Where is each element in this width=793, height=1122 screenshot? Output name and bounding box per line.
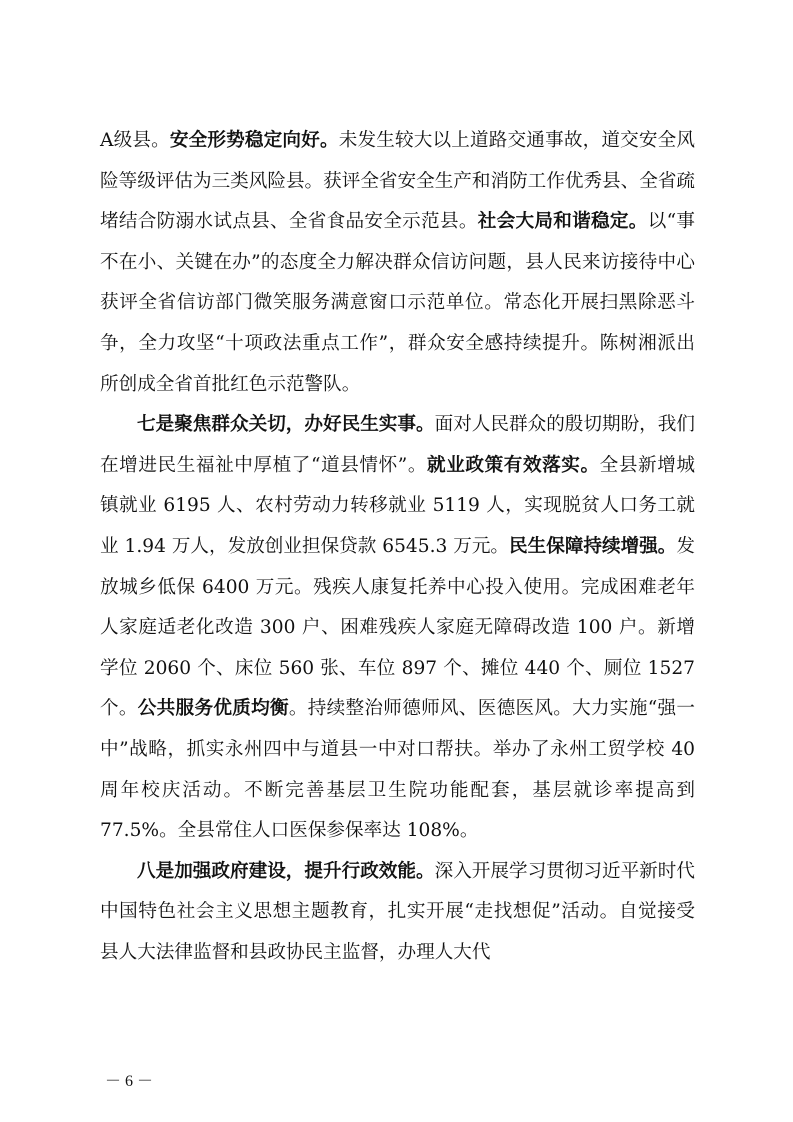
bold-heading-run: 社会大局和谐稳定。 xyxy=(477,211,648,233)
bold-heading-run: 七是聚焦群众关切，办好民生实事。 xyxy=(137,414,435,436)
text-run: 发放城乡低保 6400 万元。残疾人康复托养中心投入使用。完成困难老年人家庭适老化改造 300 户、困难残疾人家庭无障碍改造 100 户。新增学位 2060 个、床位 560 张、车位 897 个、摊位 440 个、厕位 1527 个。 xyxy=(100,535,695,720)
body-text xyxy=(100,121,695,973)
bold-heading-run: 公共服务优质均衡 xyxy=(137,698,289,720)
text-run: 深入开展学习贯彻习近平新时代中国特色社会主义思想主题教育，扎实开展“走找想促”活动。自觉接受县人大法律监督和县政协民主监督，办理人大代 xyxy=(100,860,695,963)
paragraph xyxy=(100,121,695,405)
page-number: － 6 － xyxy=(105,1073,154,1090)
paragraph xyxy=(100,852,695,974)
text-run: A级县。 xyxy=(100,130,170,151)
bold-heading-run: 就业政策有效落实。 xyxy=(427,454,600,476)
text-run: 全县新增城镇就业 6195 人、农村劳动力转移就业 5119 人，实现脱贫人口务工就业 1.94 万人，发放创业担保贷款 6545.3 万元。 xyxy=(100,454,695,557)
text-run: 未发生较大以上道路交通事故，道交安全风险等级评估为三类风险县。获评全省安全生产和消防工作优秀县、全省疏堵结合防溺水试点县、全省食品安全示范县。 xyxy=(100,130,696,233)
text-run: 以“事不在小、关键在办”的态度全力解决群众信访问题，县人民来访接待中心获评全省信访部门微笑服务满意窗口示范单位。常态化开展扫黑除恶斗争，全力攻坚“十项政法重点工作”，群众安全感持续提升。陈树湘派出所创成全省首批红色示范警队。 xyxy=(100,211,695,395)
bold-heading-run: 民生保障持续增强。 xyxy=(509,535,677,557)
bold-heading-run: 安全形势稳定向好。 xyxy=(169,130,339,151)
paragraph xyxy=(100,405,695,852)
bold-heading-run: 八是加强政府建设，提升行政效能。 xyxy=(137,860,435,882)
text-run: 面对人民群众的殷切期盼，我们在增进民生福祉中厚植了“道县情怀”。 xyxy=(100,414,695,476)
text-run: 。持续整治师德师风、医德医风。大力实施“强一中”战略，抓实永州四中与道县一中对口帮扶。举办了永州工贸学校 40 周年校庆活动。不断完善基层卫生院功能配套，基层就诊率提高到 77.5%。全县常住人口医保参保率达 108%。 xyxy=(100,698,695,842)
